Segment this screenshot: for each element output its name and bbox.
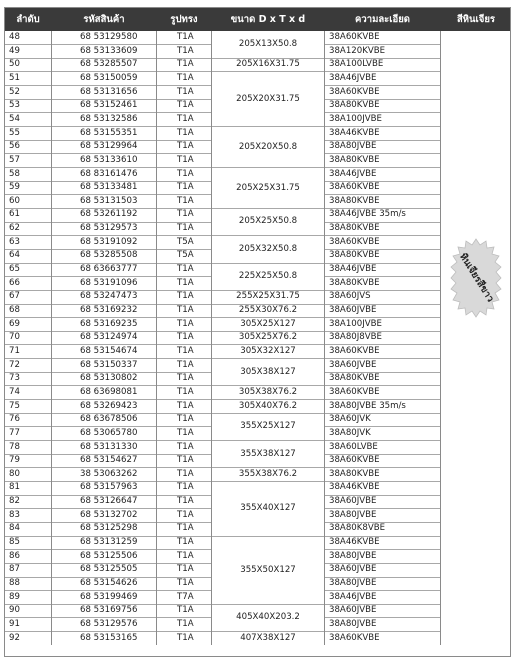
row-code: 68 53285508: [80, 250, 138, 261]
row-detail: 38A46KVBE: [329, 127, 380, 138]
row-no: 85: [9, 537, 20, 548]
row-detail: 38A60KVBE: [329, 86, 380, 97]
header-code: รหัสสินค้า: [83, 14, 125, 25]
row-shape: T1A: [177, 100, 194, 111]
row-divider: [325, 413, 441, 414]
row-code: 68 63678506: [80, 414, 138, 425]
row-shape: T1A: [177, 345, 194, 356]
row-no: 73: [9, 373, 20, 384]
row-divider: [325, 522, 441, 523]
row-shape: T1A: [177, 154, 194, 165]
row-detail: 38A60KVBE: [329, 32, 380, 42]
row-shape: T1A: [177, 523, 194, 534]
row-detail: 38A80JVBE: [329, 509, 377, 520]
row-code: 68 53154674: [80, 345, 138, 356]
row-code: 68 53285507: [80, 59, 138, 70]
row-code: 68 63663777: [80, 264, 138, 275]
row-detail: 38A60LVBE: [329, 441, 378, 452]
row-shape: T5A: [177, 236, 194, 247]
row-code: 68 53126647: [80, 496, 138, 507]
row-shape: T1A: [177, 223, 194, 234]
row-code: 68 53133610: [80, 154, 138, 165]
row-divider: [325, 358, 441, 359]
row-divider: [325, 44, 441, 45]
size-cell: 205X13X50.8: [212, 31, 324, 58]
row-divider: [325, 590, 441, 591]
row-detail: 38A120KVBE: [329, 45, 386, 56]
row-divider: [325, 331, 441, 332]
row-detail: 38A60KVBE: [329, 236, 380, 247]
row-no: 83: [9, 509, 20, 520]
row-no: 60: [9, 195, 20, 206]
row-divider: [325, 194, 441, 195]
row-divider: [325, 71, 441, 72]
size-divider: [212, 481, 325, 482]
row-shape: T1A: [177, 141, 194, 152]
size-divider: [212, 413, 325, 414]
row-code: 68 53132586: [80, 113, 138, 124]
row-divider: [325, 604, 441, 605]
row-shape: T1A: [177, 578, 194, 588]
row-code: 68 53129573: [80, 223, 138, 234]
row-code: 68 53125298: [80, 523, 138, 534]
row-code: 68 53132702: [80, 509, 138, 520]
header-shape: รูปทรง: [170, 14, 198, 25]
row-shape: T1A: [177, 427, 194, 438]
column-divider: [440, 31, 441, 645]
row-divider: [325, 222, 441, 223]
row-no: 71: [9, 345, 20, 356]
row-divider: [325, 126, 441, 127]
row-no: 72: [9, 359, 20, 370]
row-code: 68 53129576: [80, 618, 138, 629]
row-no: 67: [9, 291, 20, 302]
row-divider: [325, 426, 441, 427]
row-no: 76: [9, 414, 20, 425]
row-code: 38 53063262: [80, 468, 138, 479]
row-no: 80: [9, 468, 20, 479]
size-cell: 205X20X50.8: [212, 127, 324, 168]
row-detail: 38A46JVBE: [329, 264, 377, 275]
row-detail: 38A46KVBE: [329, 537, 380, 548]
row-code: 68 53131656: [80, 86, 138, 97]
row-detail: 38A80JVBE: [329, 141, 377, 152]
size-cell: 205X25X31.75: [212, 168, 324, 209]
row-divider: [325, 344, 441, 345]
row-detail: 38A80KVBE: [329, 100, 380, 111]
row-divider: [325, 317, 441, 318]
row-detail: 38A80JVBE: [329, 578, 377, 588]
row-divider: [325, 58, 441, 59]
row-divider: [325, 549, 441, 550]
row-shape: T1A: [177, 455, 194, 466]
size-cell: 205X16X31.75: [212, 58, 324, 72]
size-divider: [212, 399, 325, 400]
size-divider: [212, 208, 325, 209]
size-cell: 255X25X31.75: [212, 290, 324, 304]
size-divider: [212, 467, 325, 468]
row-no: 66: [9, 277, 20, 288]
size-cell: 305X25X76.2: [212, 331, 324, 345]
row-detail: 38A46JVBE: [329, 591, 377, 602]
size-cell: 355X25X127: [212, 413, 324, 440]
size-cell: 205X32X50.8: [212, 236, 324, 263]
row-shape: T1A: [177, 182, 194, 193]
row-detail: 38A80KVBE: [329, 373, 380, 384]
row-code: 68 53191092: [80, 236, 138, 247]
size-divider: [212, 358, 325, 359]
row-no: 70: [9, 332, 20, 343]
size-cell: 305X25X127: [212, 318, 324, 332]
size-cell: 205X25X50.8: [212, 208, 324, 235]
row-divider: [325, 495, 441, 496]
row-no: 78: [9, 441, 20, 452]
row-no: 79: [9, 455, 20, 466]
size-cell: 405X40X203.2: [212, 604, 324, 631]
row-code: 68 63698081: [80, 386, 138, 397]
row-detail: 38A80KVBE: [329, 154, 380, 165]
row-divider: [325, 399, 441, 400]
row-shape: T1A: [177, 482, 194, 493]
row-shape: T1A: [177, 291, 194, 302]
row-code: 68 53261192: [80, 209, 138, 220]
row-no: 53: [9, 100, 20, 111]
row-shape: T1A: [177, 373, 194, 384]
row-code: 68 53133481: [80, 182, 138, 193]
row-divider: [325, 181, 441, 182]
row-shape: T1A: [177, 168, 194, 179]
size-cell: 407X38X127: [212, 632, 324, 646]
row-no: 52: [9, 86, 20, 97]
row-detail: 38A80KVBE: [329, 195, 380, 206]
row-shape: T1A: [177, 359, 194, 370]
row-code: 68 53154627: [80, 455, 138, 466]
row-detail: 38A46JVBE 35m/s: [329, 209, 406, 220]
row-no: 86: [9, 550, 20, 561]
white-grinding-wheel-badge: [450, 237, 502, 319]
row-no: 77: [9, 427, 20, 438]
size-divider: [212, 631, 325, 632]
row-shape: T1A: [177, 550, 194, 561]
row-code: 68 53152461: [80, 100, 138, 111]
row-divider: [325, 290, 441, 291]
row-divider: [325, 263, 441, 264]
row-divider: [325, 631, 441, 632]
row-no: 84: [9, 523, 20, 534]
row-code: 68 53247473: [80, 291, 138, 302]
size-cell: 305X38X76.2: [212, 386, 324, 400]
row-shape: T1A: [177, 400, 194, 411]
row-no: 74: [9, 386, 20, 397]
row-no: 91: [9, 618, 20, 629]
row-divider: [325, 249, 441, 250]
row-divider: [325, 385, 441, 386]
row-code: 68 53150059: [80, 72, 138, 83]
row-shape: T1A: [177, 441, 194, 452]
size-divider: [212, 317, 325, 318]
row-detail: 38A46JVBE: [329, 168, 377, 179]
row-no: 75: [9, 400, 20, 411]
row-code: 68 53133609: [80, 45, 138, 56]
row-code: 68 53269423: [80, 400, 138, 411]
row-shape: T1A: [177, 468, 194, 479]
row-detail: 38A80JVBE: [329, 618, 377, 629]
row-divider: [325, 276, 441, 277]
row-code: 68 53129580: [80, 32, 138, 42]
row-no: 51: [9, 72, 20, 83]
size-cell: 305X40X76.2: [212, 400, 324, 414]
row-detail: 38A100JVBE: [329, 113, 382, 124]
row-code: 68 53191096: [80, 277, 138, 288]
header-size: ขนาด D x T x d: [230, 14, 306, 25]
row-detail: 38A80KVBE: [329, 277, 380, 288]
row-code: 68 83161476: [80, 168, 138, 179]
row-shape: T1A: [177, 127, 194, 138]
row-shape: T1A: [177, 59, 194, 70]
row-shape: T1A: [177, 537, 194, 548]
row-divider: [325, 99, 441, 100]
size-divider: [212, 604, 325, 605]
row-shape: T1A: [177, 72, 194, 83]
row-detail: 38A60KVBE: [329, 386, 380, 397]
row-detail: 38A46JVBE: [329, 72, 377, 83]
row-shape: T1A: [177, 277, 194, 288]
row-no: 68: [9, 305, 20, 315]
row-divider: [325, 563, 441, 564]
row-detail: 38A60JVBE: [329, 564, 377, 575]
header-detail: ความละเอียด: [355, 14, 410, 25]
row-no: 57: [9, 154, 20, 165]
row-code: 68 53150337: [80, 359, 138, 370]
row-detail: 38A60KVBE: [329, 632, 380, 643]
size-divider: [212, 344, 325, 345]
row-detail: 38A60JVBE: [329, 305, 377, 315]
size-divider: [212, 263, 325, 264]
row-no: 88: [9, 578, 20, 588]
size-divider: [212, 167, 325, 168]
header-color: สีหินเจียร: [456, 14, 496, 25]
row-code: 68 53124974: [80, 332, 138, 343]
size-cell: 305X38X127: [212, 359, 324, 386]
size-cell: 205X20X31.75: [212, 72, 324, 127]
row-divider: [325, 481, 441, 482]
row-detail: 38A60KVBE: [329, 455, 380, 466]
size-divider: [212, 71, 325, 72]
row-detail: 38A60JVS: [329, 291, 371, 302]
row-detail: 38A80K8VBE: [329, 523, 386, 534]
row-code: 68 53155351: [80, 127, 138, 138]
size-cell: 305X32X127: [212, 345, 324, 359]
size-cell: 355X50X127: [212, 536, 324, 604]
row-no: 69: [9, 318, 20, 329]
product-table: [4, 7, 511, 657]
row-no: 49: [9, 45, 20, 56]
row-divider: [325, 208, 441, 209]
row-divider: [325, 372, 441, 373]
row-shape: T1A: [177, 45, 194, 56]
size-divider: [212, 331, 325, 332]
row-shape: T1A: [177, 632, 194, 643]
row-shape: T5A: [177, 250, 194, 261]
header-no: ลำดับ: [16, 14, 40, 25]
column-divider: [211, 31, 212, 645]
size-divider: [212, 536, 325, 537]
row-detail: 38A46KVBE: [329, 482, 380, 493]
row-code: 68 53153165: [80, 632, 138, 643]
row-divider: [325, 153, 441, 154]
row-code: 68 53131259: [80, 537, 138, 548]
row-divider: [325, 112, 441, 113]
row-shape: T1A: [177, 414, 194, 425]
row-no: 58: [9, 168, 20, 179]
size-cell: 355X38X127: [212, 441, 324, 468]
row-shape: T1A: [177, 113, 194, 124]
row-no: 54: [9, 113, 20, 124]
row-shape: T1A: [177, 318, 194, 329]
row-no: 48: [9, 32, 20, 42]
column-divider: [324, 31, 325, 645]
size-cell: 225X25X50.8: [212, 263, 324, 290]
row-detail: 38A80JVBE 35m/s: [329, 400, 406, 411]
row-no: 65: [9, 264, 20, 275]
row-code: 68 53065780: [80, 427, 138, 438]
row-no: 90: [9, 605, 20, 616]
row-detail: 38A60JVBE: [329, 496, 377, 507]
row-code: 68 53154626: [80, 578, 138, 588]
row-detail: 38A80KVBE: [329, 468, 380, 479]
size-divider: [212, 385, 325, 386]
row-divider: [325, 440, 441, 441]
row-code: 68 53131503: [80, 195, 138, 206]
row-shape: T1A: [177, 209, 194, 220]
size-divider: [212, 290, 325, 291]
row-no: 59: [9, 182, 20, 193]
row-detail: 38A100JVBE: [329, 318, 382, 329]
row-detail: 38A60JVBE: [329, 605, 377, 616]
row-no: 82: [9, 496, 20, 507]
row-shape: T1A: [177, 305, 194, 315]
row-shape: T1A: [177, 496, 194, 507]
row-divider: [325, 304, 441, 305]
row-detail: 38A60KVBE: [329, 345, 380, 356]
row-no: 50: [9, 59, 20, 70]
row-detail: 38A80KVBE: [329, 250, 380, 261]
column-divider: [156, 31, 157, 645]
size-cell: 355X38X76.2: [212, 468, 324, 482]
row-code: 68 53125506: [80, 550, 138, 561]
row-divider: [325, 454, 441, 455]
row-detail: 38A80JVBE: [329, 550, 377, 561]
row-code: 68 53131330: [80, 441, 138, 452]
row-detail: 38A60KVBE: [329, 182, 380, 193]
row-shape: T7A: [177, 591, 194, 602]
row-no: 64: [9, 250, 20, 261]
row-code: 68 53125505: [80, 564, 138, 575]
row-no: 87: [9, 564, 20, 575]
row-divider: [325, 140, 441, 141]
row-divider: [325, 536, 441, 537]
row-no: 62: [9, 223, 20, 234]
row-shape: T1A: [177, 264, 194, 275]
column-divider: [51, 31, 52, 645]
row-shape: T1A: [177, 618, 194, 629]
row-divider: [325, 577, 441, 578]
row-divider: [325, 235, 441, 236]
row-detail: 38A60JVK: [329, 414, 371, 425]
row-code: 68 53157963: [80, 482, 138, 493]
size-cell: 255X30X76.2: [212, 304, 324, 318]
row-code: 68 53130802: [80, 373, 138, 384]
row-shape: T1A: [177, 195, 194, 206]
row-no: 89: [9, 591, 20, 602]
row-divider: [325, 508, 441, 509]
row-code: 68 53129964: [80, 141, 138, 152]
row-shape: T1A: [177, 32, 194, 42]
row-detail: 38A60JVBE: [329, 359, 377, 370]
row-shape: T1A: [177, 332, 194, 343]
row-divider: [325, 467, 441, 468]
row-detail: 38A80J8VBE: [329, 332, 382, 343]
row-detail: 38A100LVBE: [329, 59, 384, 70]
row-shape: T1A: [177, 509, 194, 520]
row-no: 81: [9, 482, 20, 493]
row-shape: T1A: [177, 564, 194, 575]
row-no: 55: [9, 127, 20, 138]
row-divider: [325, 617, 441, 618]
size-divider: [212, 440, 325, 441]
row-detail: 38A80KVBE: [329, 223, 380, 234]
row-no: 92: [9, 632, 20, 643]
row-code: 68 53169232: [80, 305, 138, 315]
row-detail: 38A80JVK: [329, 427, 371, 438]
row-shape: T1A: [177, 86, 194, 97]
row-code: 68 53169756: [80, 605, 138, 616]
row-no: 61: [9, 209, 20, 220]
row-no: 56: [9, 141, 20, 152]
row-divider: [325, 167, 441, 168]
row-shape: T1A: [177, 605, 194, 616]
size-divider: [212, 126, 325, 127]
row-shape: T1A: [177, 386, 194, 397]
badge-text: หินเจียรสีขาว: [457, 251, 496, 305]
table-header: [5, 8, 510, 31]
row-code: 68 53199469: [80, 591, 138, 602]
size-cell: 355X40X127: [212, 481, 324, 536]
row-code: 68 53169235: [80, 318, 138, 329]
size-divider: [212, 235, 325, 236]
size-divider: [212, 304, 325, 305]
row-divider: [325, 85, 441, 86]
size-divider: [212, 58, 325, 59]
row-no: 63: [9, 236, 20, 247]
